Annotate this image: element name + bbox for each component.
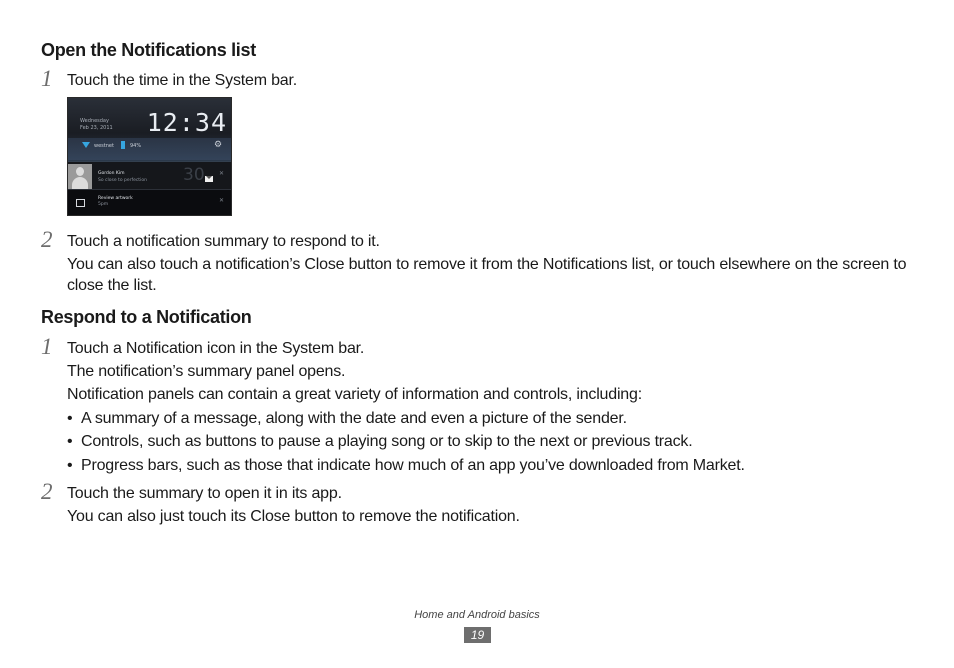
step-number: 1 xyxy=(41,66,53,91)
step-detail: You can also just touch its Close button to remove the notification. xyxy=(67,508,520,525)
bullet-item: A summary of a message, along with the date and even a picture of the sender. xyxy=(81,410,627,427)
step-text: Touch a notification summary to respond to it. xyxy=(67,233,380,250)
avatar-body xyxy=(72,177,88,189)
step-text: Touch a Notification icon in the System bar. xyxy=(67,340,365,357)
bullet-marker: • xyxy=(67,457,73,474)
step-text: Touch the summary to open it in its app. xyxy=(67,485,342,502)
step-number: 1 xyxy=(41,334,53,359)
battery-percent: 94% xyxy=(130,143,142,149)
clock-time: 12:34 xyxy=(146,108,227,137)
notifications-list-screenshot xyxy=(67,97,232,216)
task-notification xyxy=(68,190,231,215)
section-heading-open-notifications: Open the Notifications list xyxy=(41,40,256,60)
step-detail: The notification’s summary panel opens. xyxy=(67,363,346,380)
wifi-icon xyxy=(82,142,90,148)
bullet-item: Controls, such as buttons to pause a playing song or to skip to the next or previous track. xyxy=(81,433,693,450)
section-heading-respond-notification: Respond to a Notification xyxy=(41,307,252,327)
sender-avatar xyxy=(68,164,92,189)
step-detail: Notification panels can contain a great variety of information and controls, including: xyxy=(67,386,642,403)
task-title: Review artwork xyxy=(98,196,133,201)
footer-section-label: Home and Android basics xyxy=(414,609,540,621)
day-number: 30 xyxy=(183,165,205,185)
bullet-marker: • xyxy=(67,433,73,450)
network-name: westnet xyxy=(94,143,114,149)
close-icon: ✕ xyxy=(219,170,225,177)
close-icon: ✕ xyxy=(219,197,225,204)
bullet-marker: • xyxy=(67,410,73,427)
step-number: 2 xyxy=(41,227,53,252)
task-time: 5pm xyxy=(98,202,109,207)
battery-icon xyxy=(121,141,125,149)
page-number: 19 xyxy=(464,627,491,643)
sender-name: Gordon Kim xyxy=(98,171,125,176)
settings-sliders-icon: ⚙ xyxy=(214,140,223,150)
bullet-item: Progress bars, such as those that indicate how much of an app you’ve downloaded from Market. xyxy=(81,457,745,474)
calendar-icon xyxy=(76,199,85,207)
status-row xyxy=(68,138,231,160)
step-detail: You can also touch a notification’s Close button to remove it from the Notifications list, or touch elsewhere on the screen to close the list. xyxy=(67,256,907,294)
date-label: Feb 23, 2011 xyxy=(80,125,113,131)
step-number: 2 xyxy=(41,479,53,504)
weekday-label: Wednesday xyxy=(80,118,109,124)
avatar-head xyxy=(76,167,84,176)
mail-icon xyxy=(205,176,213,182)
step-text: Touch the time in the System bar. xyxy=(67,72,297,89)
message-snippet: So close to perfection xyxy=(98,178,147,183)
